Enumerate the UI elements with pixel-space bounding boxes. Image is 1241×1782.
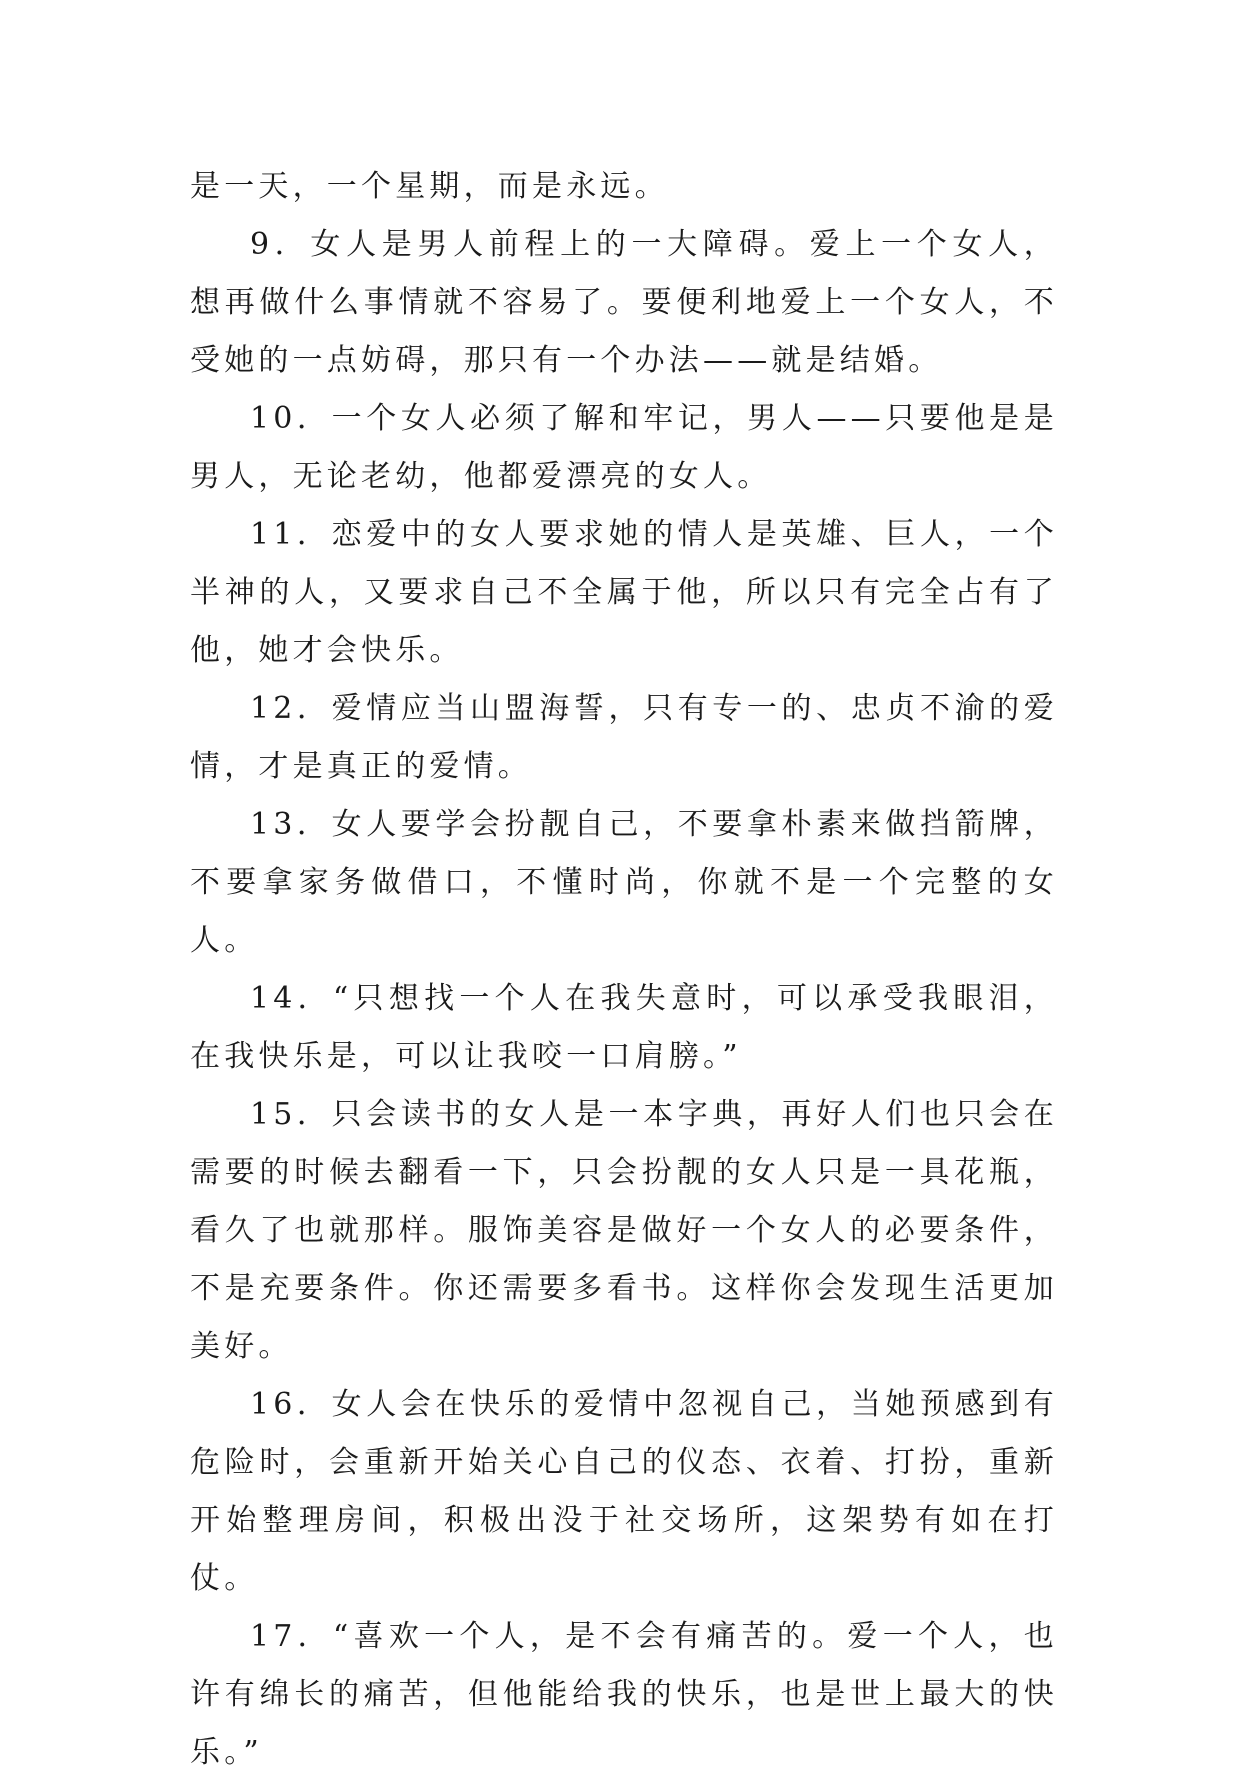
paragraph-continuation: 是一天，一个星期，而是永远。 (190, 169, 669, 204)
paragraph-item-9: 9．女人是男人前程上的一大障碍。爱上一个女人，想再做什么事情就不容易了。要便利地爱上一个女人，不受她的一点妨碍，那只有一个办法——就是结婚。 (190, 227, 1058, 378)
paragraph-item-12: 12．爱情应当山盟海誓，只有专一的、忠贞不渝的爱情，才是真正的爱情。 (190, 691, 1058, 784)
document-body (190, 158, 1058, 1782)
paragraph-item-16: 16．女人会在快乐的爱情中忽视自己，当她预感到有危险时，会重新开始关心自己的仪态、衣着、打扮，重新开始整理房间，积极出没于社交场所，这架势有如在打仗。 (190, 1387, 1058, 1596)
paragraph-item-13: 13．女人要学会扮靓自己，不要拿朴素来做挡箭牌，不要拿家务做借口，不懂时尚，你就不是一个完整的女人。 (190, 807, 1058, 958)
paragraph-item-10: 10．一个女人必须了解和牢记，男人——只要他是是男人，无论老幼，他都爱漂亮的女人。 (190, 401, 1058, 494)
paragraph-item-17: 17．“喜欢一个人，是不会有痛苦的。爱一个人，也许有绵长的痛苦，但他能给我的快乐，也是世上最大的快乐。” (190, 1619, 1058, 1770)
paragraph-item-15: 15．只会读书的女人是一本字典，再好人们也只会在需要的时候去翻看一下，只会扮靓的女人只是一具花瓶，看久了也就那样。服饰美容是做好一个女人的必要条件，不是充要条件。你还需要多看书。这样你会发现生活更加美好。 (190, 1097, 1058, 1364)
paragraph-item-14: 14．“只想找一个人在我失意时，可以承受我眼泪，在我快乐是，可以让我咬一口肩膀。” (190, 981, 1058, 1074)
paragraph-item-11: 11．恋爱中的女人要求她的情人是英雄、巨人，一个半神的人，又要求自己不全属于他，所以只有完全占有了他，她才会快乐。 (190, 517, 1058, 668)
